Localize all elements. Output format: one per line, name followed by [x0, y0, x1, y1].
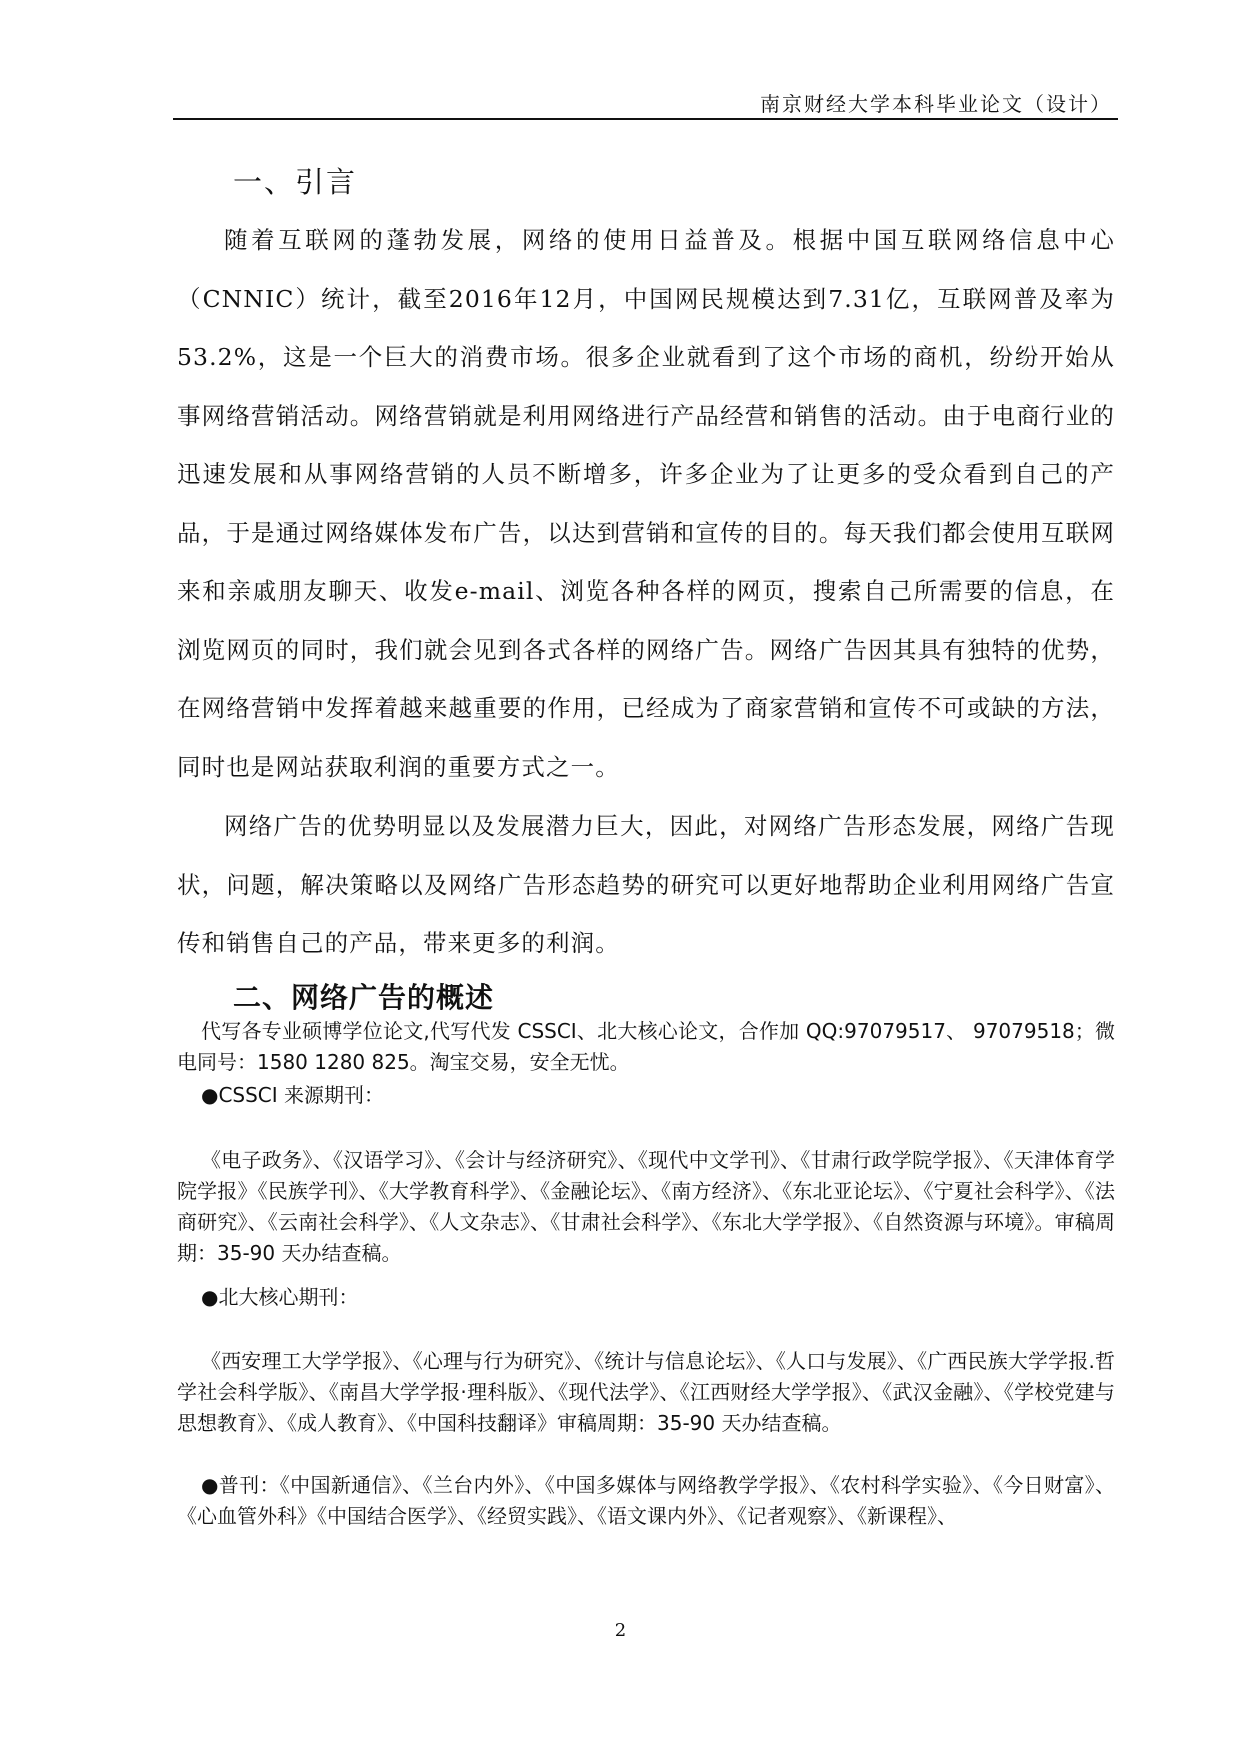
page-number: 2 — [614, 1620, 627, 1641]
intro-paragraph-1: 随着互联网的蓬勃发展，网络的使用日益普及。根据中国互联网络信息中心（CNNIC）统计，截至2016年12月，中国网民规模达到7.31亿，互联网普及率为53.2%，这是一个巨大的消费市场。很多企业就看到了这个市场的商机，纷纷开始从事网络营销活动。网络营销就是利用网络进行产品经营和销售的活动。由于电商行业的迅速发展和从事网络营销的人员不断增多，许多企业为了让更多的受众看到自己的产品，于是通过网络媒体发布广告，以达到营销和宣传的目的。每天我们都会使用互联网来和亲戚朋友聊天、收发e-mail、浏览各种各样的网页，搜索自己所需要的信息，在浏览网页的同时，我们就会见到各式各样的网络广告。网络广告因其具有独特的优势，在网络营销中发挥着越来越重要的作用，已经成为了商家营销和宣传不可或缺的方法，同时也是网站获取利润的重要方式之一。 — [177, 226, 1115, 781]
cssci-journal-list: 《电子政务》、《汉语学习》、《会计与经济研究》、《现代中文学刊》、《甘肃行政学院学报》、《天津体育学院学报》《民族学刊》、《大学教育科学》、《金融论坛》、《南方经济》、《东北亚论坛》、《宁夏社会科学》、《法商研究》、《云南社会科学》、《人文杂志》、《甘肃社会科学》、《东北大学学报》、《自然资源与环境》。审稿周期：35-90 天办结查稿。 — [177, 1148, 1115, 1265]
section-heading-overview: 二、网络广告的概述 — [233, 981, 495, 1014]
intro-paragraph-2: 网络广告的优势明显以及发展潜力巨大，因此，对网络广告形态发展，网络广告现状，问题，解决策略以及网络广告形态趋势的研究可以更好地帮助企业利用网络广告宣传和销售自己的产品，带来更多的利润。 — [177, 812, 1115, 957]
section-heading-intro: 一、引言 — [233, 165, 358, 199]
ad-intro-text: 代写各专业硕博学位论文,代写代发 CSSCI、北大核心论文，合作加 QQ:97079517、 97079518；微电同号：1580 1280 825。淘宝交易，安全无忧。 — [177, 1019, 1115, 1074]
page-header — [173, 84, 1118, 120]
header-title: 南京财经大学本科毕业论文（设计） — [760, 92, 1112, 116]
general-journal-list: ●普刊：《中国新通信》、《兰台内外》、《中国多媒体与网络教学学报》、《农村科学实验》、《今日财富》、《心血管外科》《中国结合医学》、《经贸实践》、《语文课内外》、《记者观察》、《新课程》、 — [177, 1473, 1115, 1528]
cssci-label: ●CSSCI 来源期刊： — [201, 1083, 385, 1107]
pku-journal-list: 《西安理工大学学报》、《心理与行为研究》、《统计与信息论坛》、《人口与发展》、《广西民族大学学报.哲学社会科学版》、《南昌大学学报·理科版》、《现代法学》、《江西财经大学学报》、《武汉金融》、《学校党建与思想教育》、《成人教育》、《中国科技翻译》审稿周期：35-90 天办结查稿。 — [177, 1349, 1115, 1435]
pku-label: ●北大核心期刊： — [201, 1285, 359, 1309]
